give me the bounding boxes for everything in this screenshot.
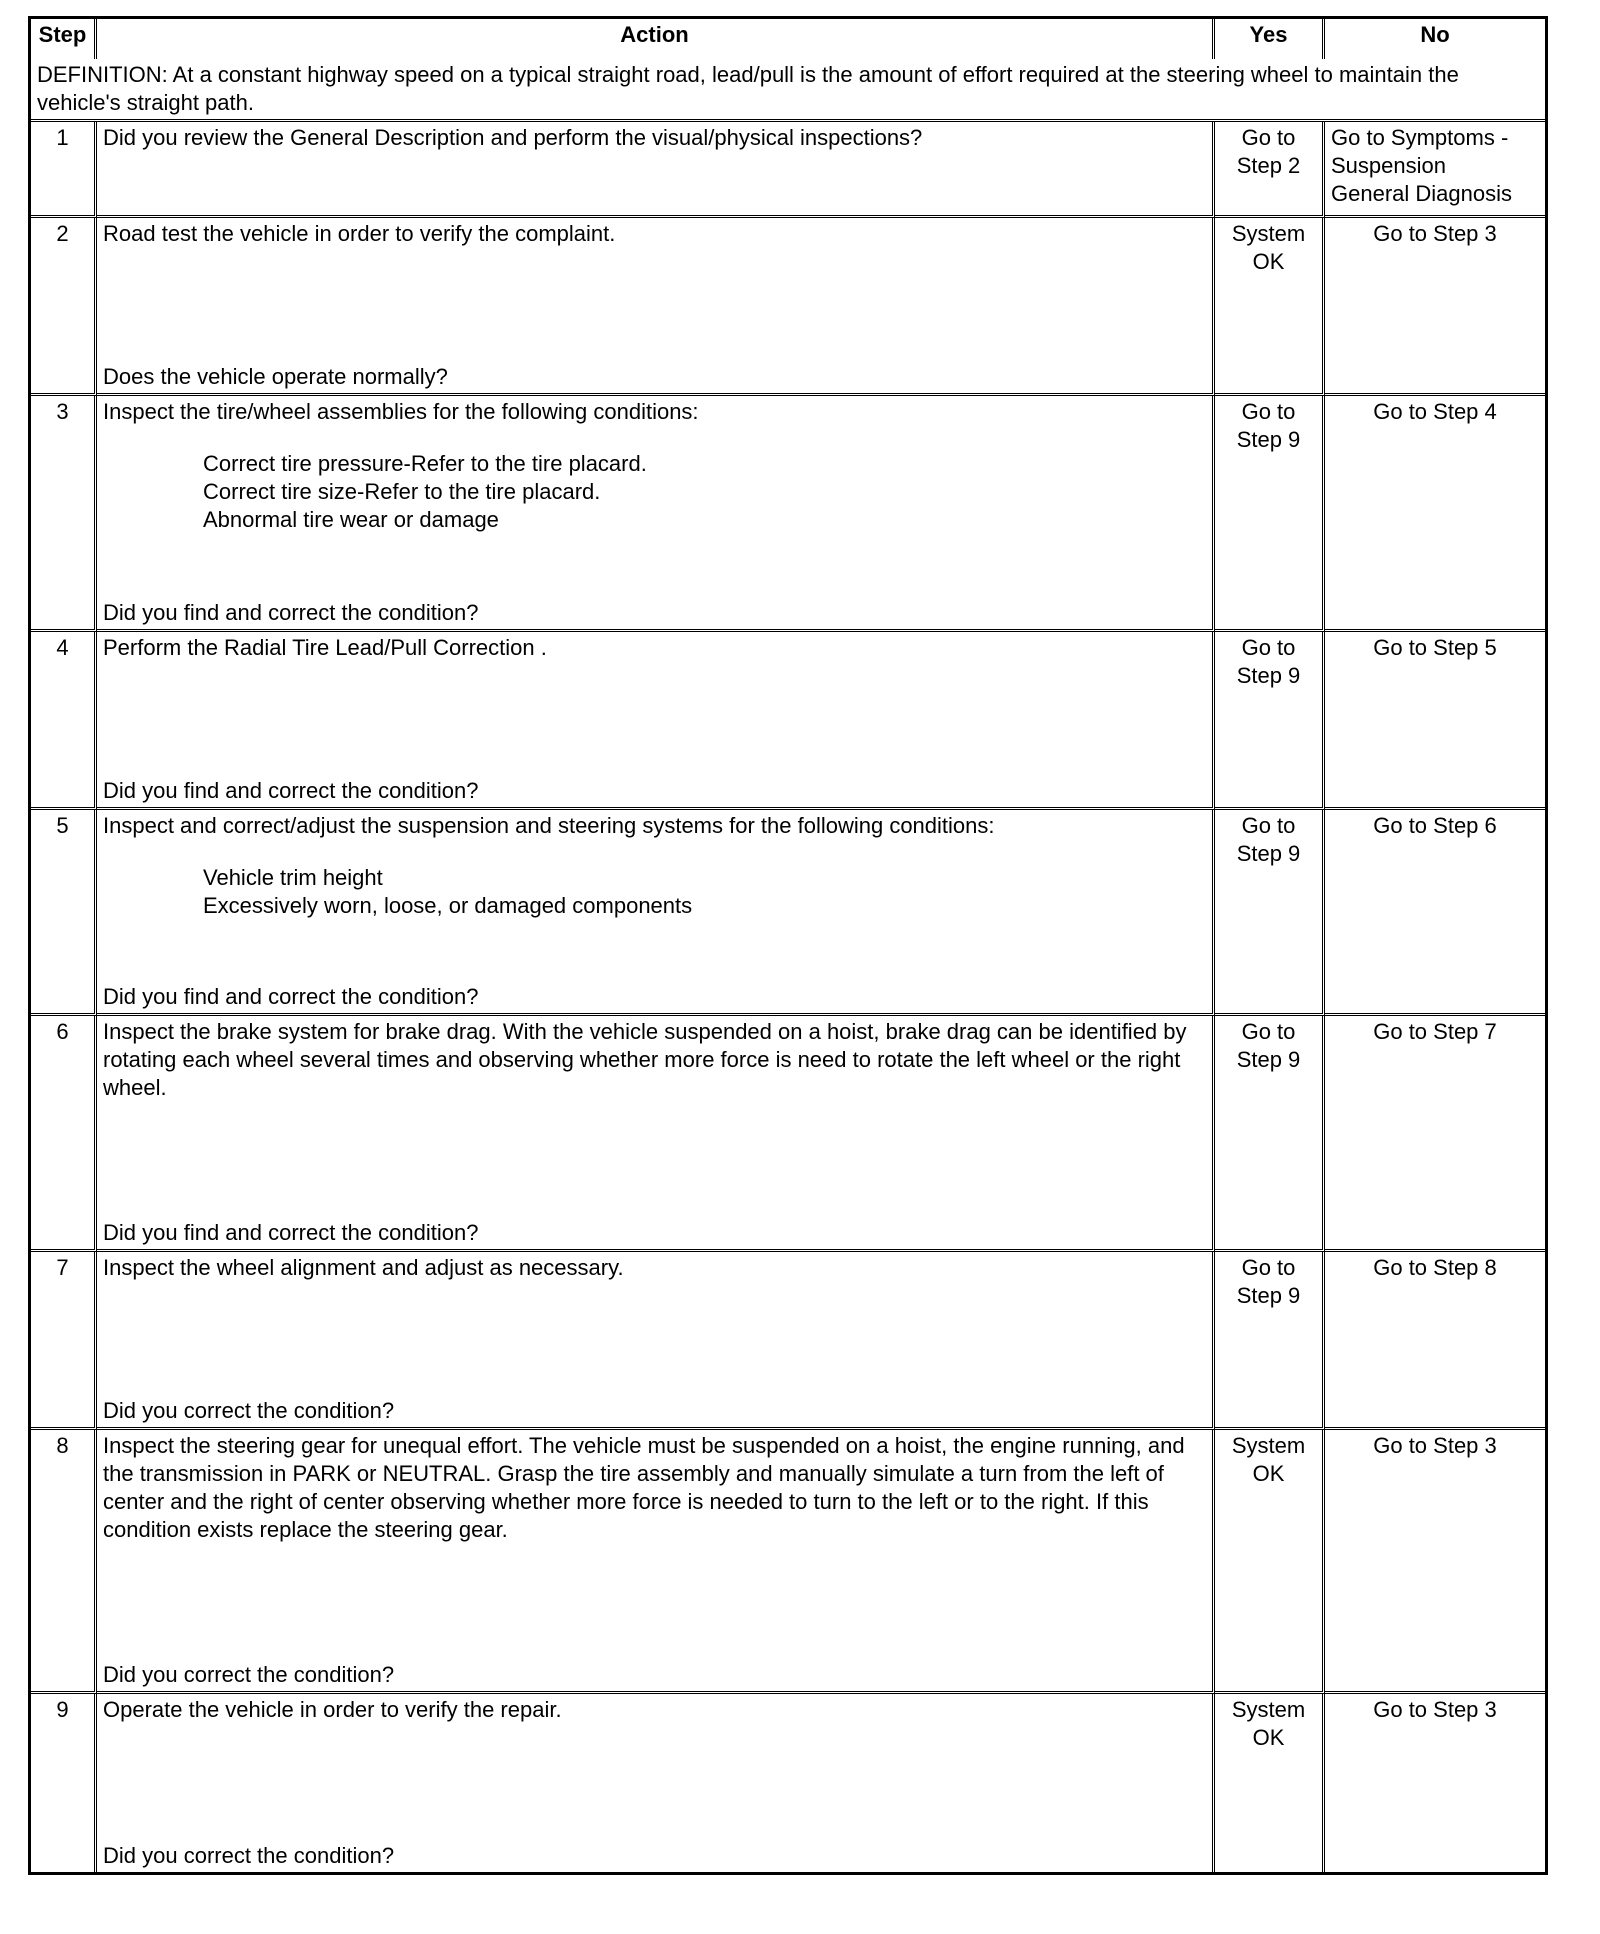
- yes-cell: [1215, 1252, 1325, 1430]
- step-number: 2: [31, 218, 97, 396]
- yes-text: System: [1231, 1697, 1306, 1722]
- yes-text: OK: [1252, 1461, 1285, 1486]
- no-text: General Diagnosis: [1331, 181, 1512, 206]
- yes-text: Step 9: [1236, 1047, 1301, 1072]
- yes-text: Go to: [1241, 125, 1296, 150]
- no-cell: [1325, 1430, 1545, 1694]
- step-number: 6: [31, 1016, 97, 1252]
- no-text: Go to Step 7: [1373, 1019, 1497, 1044]
- step-number: 8: [31, 1430, 97, 1694]
- table-row: [31, 632, 1545, 810]
- no-cell: [1325, 396, 1545, 632]
- yes-cell: [1215, 396, 1325, 632]
- action-cell: [97, 122, 1215, 218]
- action-question: Did you find and correct the condition?: [103, 1220, 479, 1245]
- table-row: [31, 1694, 1545, 1872]
- yes-text: Go to: [1241, 1019, 1296, 1044]
- header-step: Step: [31, 19, 97, 59]
- condition-item: Excessively worn, loose, or damaged components: [203, 893, 693, 918]
- table-row: [31, 810, 1545, 1016]
- action-text: Operate the vehicle in order to verify the repair.: [103, 1697, 562, 1722]
- no-text: Go to Step 4: [1373, 399, 1497, 424]
- action-text: Inspect the wheel alignment and adjust as necessary.: [103, 1255, 624, 1280]
- no-cell: [1325, 1252, 1545, 1430]
- action-question: Did you correct the condition?: [103, 1398, 395, 1423]
- action-question: Does the vehicle operate normally?: [103, 364, 448, 389]
- action-text: Perform the Radial Tire Lead/Pull Correction .: [103, 635, 547, 660]
- yes-text: Go to: [1241, 813, 1296, 838]
- yes-text: Go to: [1241, 399, 1296, 424]
- no-text: Go to Step 5: [1373, 635, 1497, 660]
- table-row: [31, 1016, 1545, 1252]
- no-text: Go to Symptoms -: [1331, 125, 1509, 150]
- condition-item: Correct tire size-Refer to the tire placard.: [203, 479, 601, 504]
- yes-text: Step 9: [1236, 841, 1301, 866]
- action-question: Did you find and correct the condition?: [103, 600, 479, 625]
- no-cell: [1325, 632, 1545, 810]
- table-row: [31, 218, 1545, 396]
- step-number: 5: [31, 810, 97, 1016]
- yes-text: Step 9: [1236, 663, 1301, 688]
- diagnostic-table: [28, 16, 1548, 1875]
- action-text: Inspect the tire/wheel assemblies for the following conditions:: [103, 399, 699, 424]
- action-text: Did you review the General Description and perform the visual/physical inspections?: [103, 125, 923, 150]
- action-text: Inspect and correct/adjust the suspension and steering systems for the following conditions:: [103, 813, 995, 838]
- yes-text: System: [1231, 221, 1306, 246]
- action-cell: [97, 1016, 1215, 1252]
- step-number: 4: [31, 632, 97, 810]
- yes-text: Step 9: [1236, 427, 1301, 452]
- action-cell: [97, 1252, 1215, 1430]
- condition-list: [103, 450, 1206, 534]
- condition-item: Abnormal tire wear or damage: [203, 507, 499, 532]
- no-cell: [1325, 218, 1545, 396]
- no-text: Go to Step 3: [1373, 221, 1497, 246]
- action-cell: [97, 1430, 1215, 1694]
- no-text: Go to Step 8: [1373, 1255, 1497, 1280]
- no-text: Go to Step 3: [1373, 1697, 1497, 1722]
- yes-text: Go to: [1241, 1255, 1296, 1280]
- header-no: No: [1420, 22, 1450, 47]
- step-number: 1: [31, 122, 97, 218]
- action-question: Did you find and correct the condition?: [103, 984, 479, 1009]
- yes-text: OK: [1252, 249, 1285, 274]
- action-cell: [97, 218, 1215, 396]
- action-cell: [97, 810, 1215, 1016]
- no-cell: [1325, 1016, 1545, 1252]
- no-text: Suspension: [1331, 153, 1446, 178]
- table-row: [31, 1430, 1545, 1694]
- no-text: Go to Step 3: [1373, 1433, 1497, 1458]
- no-cell: [1325, 1694, 1545, 1872]
- definition-text: DEFINITION: At a constant highway speed on a typical straight road, lead/pull is the amount of effort required at the steering wheel to maintain the vehicle's straight path.: [31, 59, 1545, 122]
- yes-cell: [1215, 218, 1325, 396]
- action-question: Did you find and correct the condition?: [103, 778, 479, 803]
- yes-text: OK: [1252, 1725, 1285, 1750]
- yes-text: System: [1231, 1433, 1306, 1458]
- yes-cell: [1215, 1430, 1325, 1694]
- step-number: 9: [31, 1694, 97, 1872]
- condition-item: Vehicle trim height: [203, 865, 383, 890]
- condition-list: [103, 864, 1206, 920]
- no-cell: [1325, 810, 1545, 1016]
- step-number: 3: [31, 396, 97, 632]
- action-cell: [97, 632, 1215, 810]
- yes-text: Step 9: [1236, 1283, 1301, 1308]
- header-row: [31, 19, 1545, 59]
- header-yes: Yes: [1215, 19, 1325, 59]
- yes-cell: [1215, 810, 1325, 1016]
- table-row: [31, 122, 1545, 218]
- table-row: [31, 396, 1545, 632]
- action-text: Inspect the steering gear for unequal effort. The vehicle must be suspended on a hoist, the engine running, and the transmission in PARK or NEUTRAL. Grasp the tire assembly and manually simulate a turn from the left of center and the right of center observing whether more force is needed to turn to the left or to the right. If this condition exists replace the steering gear.: [103, 1433, 1185, 1542]
- action-text: Inspect the brake system for brake drag. With the vehicle suspended on a hoist, brake drag can be identified by rotating each wheel several times and observing whether more force is need to rotate the left wheel or the right wheel.: [103, 1019, 1187, 1100]
- yes-text: Go to: [1241, 635, 1296, 660]
- table-row: [31, 1252, 1545, 1430]
- yes-text: Step 2: [1236, 153, 1301, 178]
- action-question: Did you correct the condition?: [103, 1662, 395, 1687]
- header-action: Action: [97, 19, 1215, 59]
- no-text: Go to Step 6: [1373, 813, 1497, 838]
- condition-item: Correct tire pressure-Refer to the tire placard.: [203, 451, 647, 476]
- yes-cell: [1215, 1016, 1325, 1252]
- action-text: Road test the vehicle in order to verify the complaint.: [103, 221, 616, 246]
- yes-cell: [1215, 632, 1325, 810]
- action-question: Did you correct the condition?: [103, 1843, 395, 1868]
- no-cell: [1325, 122, 1545, 218]
- definition-row: [31, 59, 1545, 122]
- action-cell: [97, 396, 1215, 632]
- step-number: 7: [31, 1252, 97, 1430]
- action-cell: [97, 1694, 1215, 1872]
- yes-cell: [1215, 122, 1325, 218]
- yes-cell: [1215, 1694, 1325, 1872]
